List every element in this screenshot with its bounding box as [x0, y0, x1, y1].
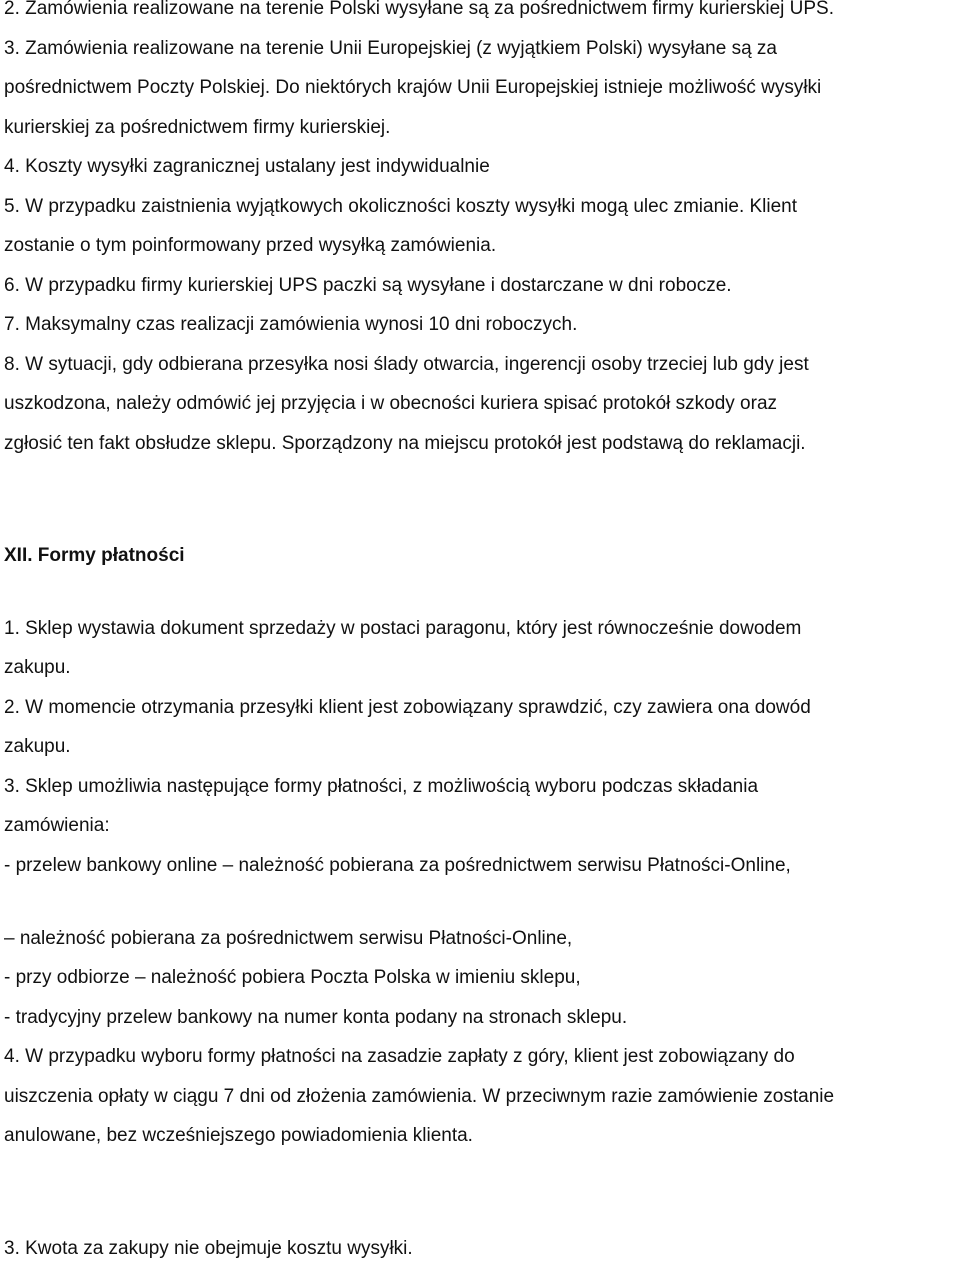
paragraph-line: 6. W przypadku firmy kurierskiej UPS paczki są wysyłane i dostarczane w dni robocze. [4, 275, 732, 296]
paragraph-line: 3. Kwota za zakupy nie obejmuje kosztu wysyłki. [4, 1238, 413, 1259]
paragraph-line: 3. Sklep umożliwia następujące formy płatności, z możliwością wyboru podczas składania [4, 776, 759, 797]
paragraph-line: – należność pobierana za pośrednictwem serwisu Płatności-Online, [4, 928, 573, 949]
paragraph-line: pośrednictwem Poczty Polskiej. Do niektórych krajów Unii Europejskiej istnieje możliwość wysyłki [4, 77, 822, 98]
paragraph-line: uiszczenia opłaty w ciągu 7 dni od złożenia zamówienia. W przeciwnym razie zamówienie zostanie [4, 1086, 835, 1107]
paragraph-line: 8. W sytuacji, gdy odbierana przesyłka nosi ślady otwarcia, ingerencji osoby trzeciej lub gdy jest [4, 354, 809, 375]
paragraph-line: 2. W momencie otrzymania przesyłki klient jest zobowiązany sprawdzić, czy zawiera ona dowód [4, 697, 811, 718]
paragraph-line: 2. Zamówienia realizowane na terenie Polski wysyłane są za pośrednictwem firmy kurierskiej UPS. [4, 0, 834, 19]
paragraph-line: - tradycyjny przelew bankowy na numer konta podany na stronach sklepu. [4, 1007, 628, 1028]
paragraph-line: 5. W przypadku zaistnienia wyjątkowych okoliczności koszty wysyłki mogą ulec zmianie. Klient [4, 196, 798, 217]
document-page [4, 0, 958, 1263]
section-heading: XII. Formy płatności [4, 545, 185, 566]
paragraph-line: 4. W przypadku wyboru formy płatności na zasadzie zapłaty z góry, klient jest zobowiązany do [4, 1046, 795, 1067]
paragraph-line: uszkodzona, należy odmówić jej przyjęcia i w obecności kuriera spisać protokół szkody oraz [4, 393, 778, 414]
paragraph-line: zostanie o tym poinformowany przed wysyłką zamówienia. [4, 235, 497, 256]
paragraph-line: - przelew bankowy online – należność pobierana za pośrednictwem serwisu Płatności-Online, [4, 855, 791, 876]
paragraph-line: 4. Koszty wysyłki zagranicznej ustalany jest indywidualnie [4, 156, 490, 177]
paragraph-line: zgłosić ten fakt obsłudze sklepu. Sporządzony na miejscu protokół jest podstawą do reklamacji. [4, 433, 806, 454]
paragraph-line: kurierskiej za pośrednictwem firmy kurierskiej. [4, 117, 391, 138]
paragraph-line: zakupu. [4, 736, 71, 757]
paragraph-line: zakupu. [4, 657, 71, 678]
paragraph-line: 7. Maksymalny czas realizacji zamówienia wynosi 10 dni roboczych. [4, 314, 578, 335]
paragraph-line: anulowane, bez wcześniejszego powiadomienia klienta. [4, 1125, 473, 1146]
paragraph-line: zamówienia: [4, 815, 110, 836]
paragraph-line: 3. Zamówienia realizowane na terenie Unii Europejskiej (z wyjątkiem Polski) wysyłane są za [4, 38, 777, 59]
paragraph-line: 1. Sklep wystawia dokument sprzedaży w postaci paragonu, który jest równocześnie dowodem [4, 618, 802, 639]
paragraph-line: - przy odbiorze – należność pobiera Poczta Polska w imieniu sklepu, [4, 967, 581, 988]
